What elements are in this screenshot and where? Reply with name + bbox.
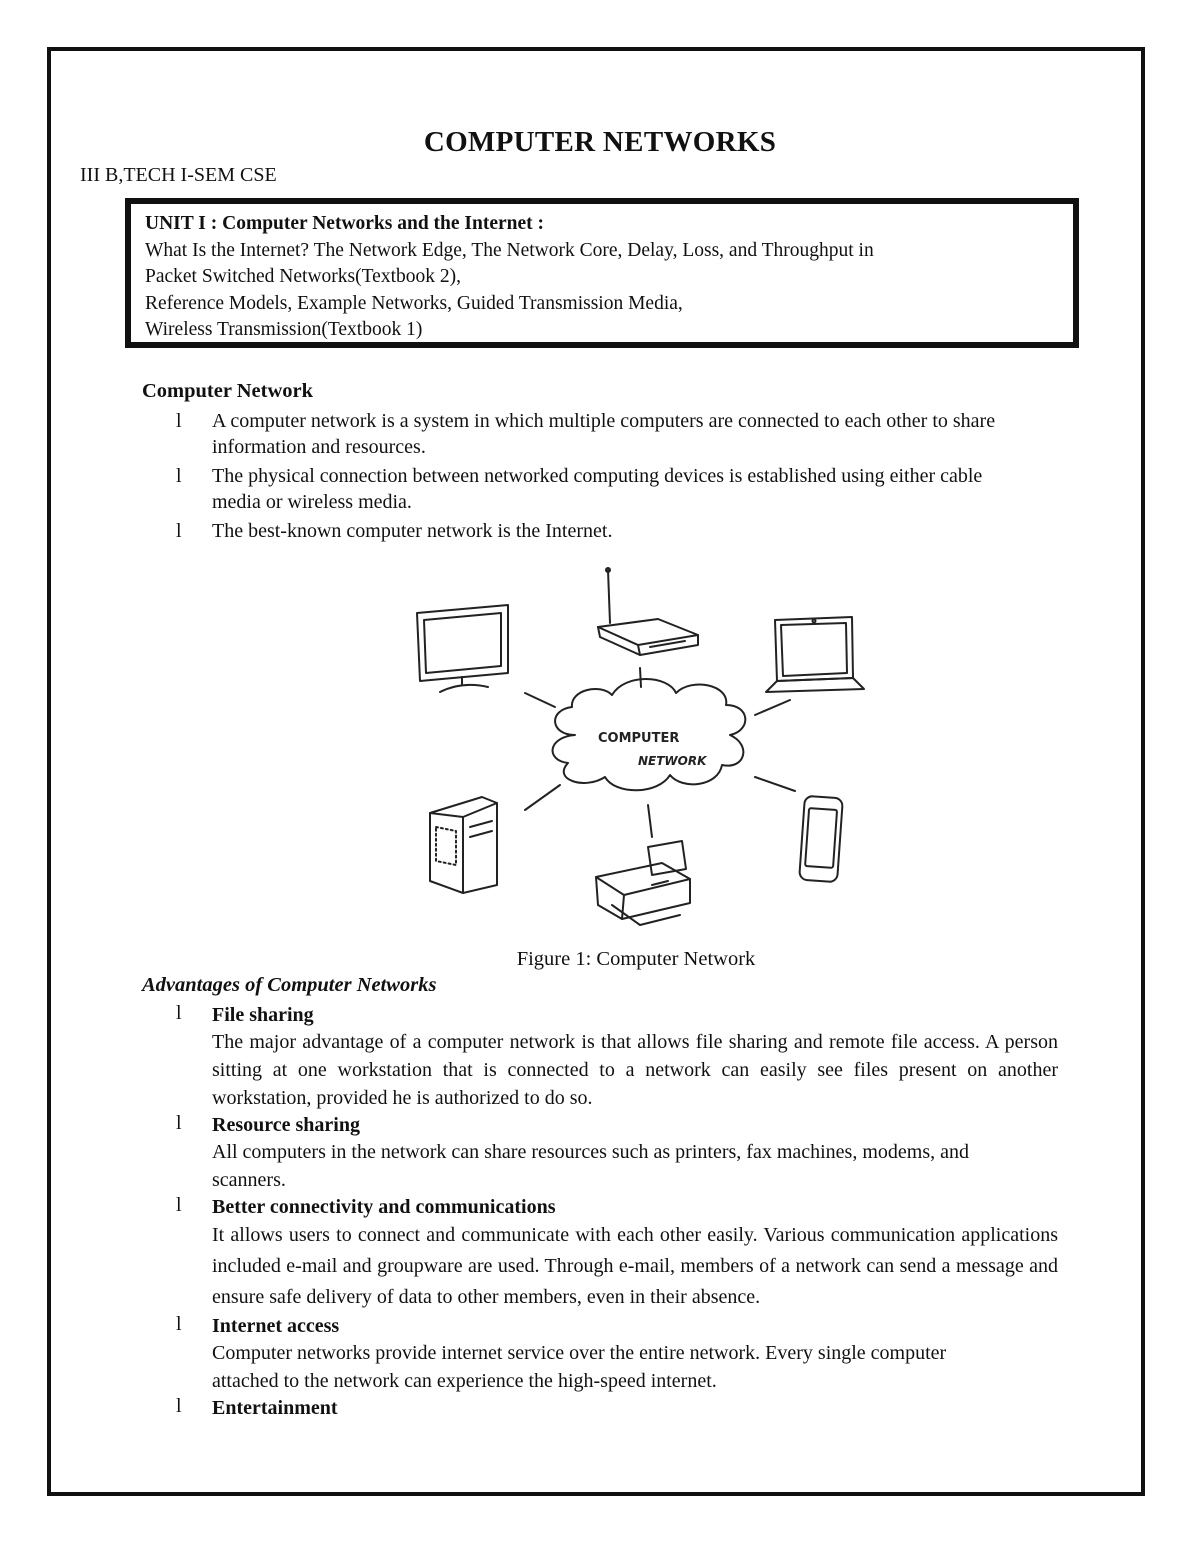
unit-line: Packet Switched Networks(Textbook 2),: [145, 266, 461, 287]
list-item: [176, 408, 1062, 460]
desktop-tower-icon: [430, 797, 497, 893]
figure-caption: Figure 1: Computer Network: [516, 948, 756, 970]
course-label: III B,TECH I-SEM CSE: [80, 164, 277, 186]
point-text: The best-known computer network is the Internet.: [212, 520, 613, 542]
bullet-icon: l: [176, 410, 182, 432]
unit-syllabus-box: [125, 198, 1079, 348]
unit-line: What Is the Internet? The Network Edge, The Network Core, Delay, Loss, and Throughput in: [145, 239, 874, 261]
bullet-icon: l: [176, 1112, 182, 1134]
list-item: [176, 1112, 1058, 1194]
list-item: [176, 1313, 1058, 1395]
advantage-text: It allows users to connect and communicate with each other easily. Various communication applications included e-mail and groupware are used. Through e-mail, members of a network can send a message and ensure safe delivery of data to other members, even in their absence.: [212, 1224, 1058, 1308]
smartphone-icon: [799, 796, 843, 882]
section-heading-computer-network: Computer Network: [142, 380, 313, 402]
advantages-list: [176, 1002, 1058, 1421]
monitor-icon: [417, 605, 508, 692]
bullet-icon: l: [176, 1313, 182, 1335]
advantage-text: Computer networks provide internet service over the entire network. Every single computer attached to the network can experience the high-speed internet.: [212, 1342, 947, 1392]
advantage-text: The major advantage of a computer network is that allows file sharing and remote file access. A person sitting at one workstation that is connected to a network can easily see files present on another workstation, provided he is authorized to do so.: [212, 1031, 1058, 1109]
unit-heading: UNIT I : Computer Networks and the Internet :: [145, 213, 545, 234]
connector-lines: [525, 668, 795, 837]
bullet-icon: l: [176, 520, 182, 542]
bullet-icon: l: [176, 1002, 182, 1024]
unit-line: Wireless Transmission(Textbook 1): [145, 319, 423, 340]
computer-network-points: [176, 408, 1062, 544]
laptop-icon: [766, 617, 864, 692]
printer-icon: [596, 841, 690, 925]
point-text: A computer network is a system in which multiple computers are connected to each other to share information and resources.: [212, 410, 996, 458]
cloud-label-top: COMPUTER: [598, 731, 680, 746]
section-heading-advantages: Advantages of Computer Networks: [142, 974, 437, 996]
router-icon: [598, 568, 698, 655]
point-text: The physical connection between networked computing devices is established using either cable media or wireless media.: [212, 465, 983, 513]
advantage-title: Internet access: [212, 1315, 340, 1337]
list-item: [176, 1002, 1058, 1112]
list-item: [176, 1194, 1058, 1313]
list-item: [176, 518, 1062, 544]
document-title: COMPUTER NETWORKS: [423, 126, 777, 158]
advantage-title: Resource sharing: [212, 1114, 360, 1136]
advantage-title: File sharing: [212, 1004, 314, 1026]
advantage-text: All computers in the network can share resources such as printers, fax machines, modems, and scanners.: [212, 1141, 969, 1191]
list-item: [176, 1395, 1058, 1421]
bullet-icon: l: [176, 465, 182, 487]
cloud-label-bottom: NETWORK: [638, 754, 707, 768]
unit-line: Reference Models, Example Networks, Guided Transmission Media,: [145, 292, 683, 314]
advantage-title: Entertainment: [212, 1397, 338, 1419]
advantage-title: Better connectivity and communications: [212, 1196, 556, 1218]
bullet-icon: l: [176, 1194, 182, 1216]
computer-network-figure: [400, 565, 880, 930]
list-item: [176, 463, 1012, 515]
bullet-icon: l: [176, 1395, 182, 1417]
